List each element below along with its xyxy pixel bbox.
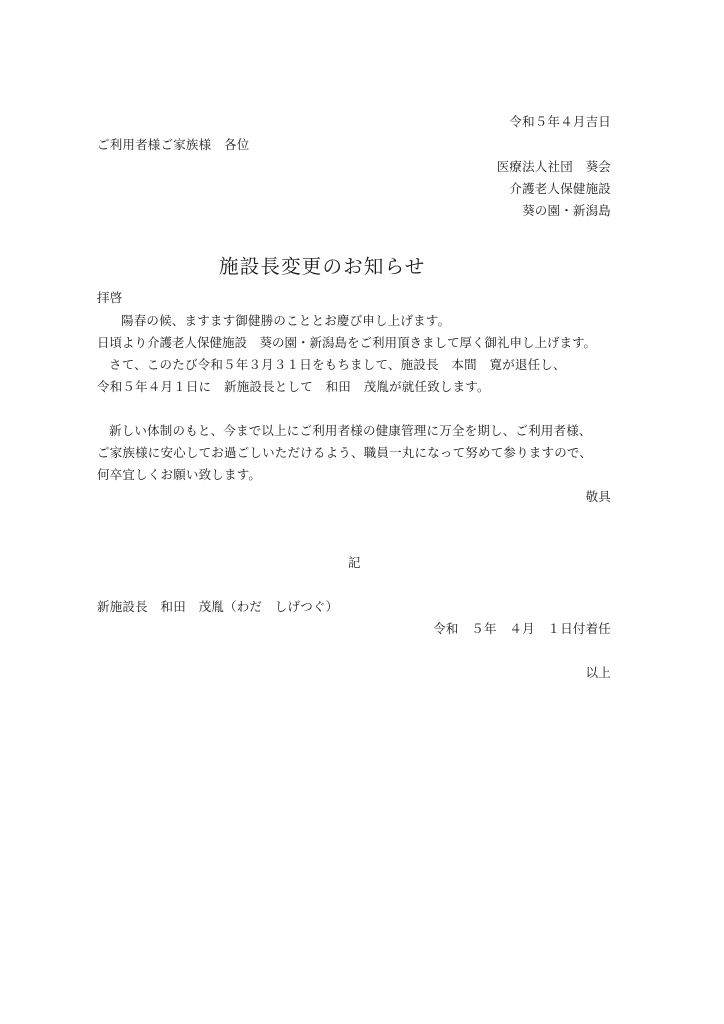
sender-facility-name: 葵の園・新潟島 xyxy=(522,203,611,218)
body-line-5: 新しい体制のもと、今まで以上にご利用者様の健康管理に万全を期し、ご利用者様、 xyxy=(109,423,592,438)
sender-corporation: 医療法人社団 葵会 xyxy=(496,159,611,174)
closing-ijou: 以上 xyxy=(585,665,611,680)
effective-date-line: 令和 ５年 ４月 １日付着任 xyxy=(433,621,611,636)
sender-facility-type: 介護老人保健施設 xyxy=(509,181,611,196)
body-line-1: 陽春の候、ますます御健勝のこととお慶び申し上げます。 xyxy=(121,313,451,328)
body-line-4: 令和５年４月１日に 新施設長として 和田 茂胤が就任致します。 xyxy=(97,379,490,394)
body-line-3: さて、このたび令和５年３月３１日をもちまして、施設長 本間 寛が退任し、 xyxy=(109,357,566,372)
salutation: 拝啓 xyxy=(97,290,123,305)
ki-heading: 記 xyxy=(348,555,361,570)
document-date: 令和５年４月吉日 xyxy=(509,114,611,129)
recipient-line: ご利用者様ご家族様 各位 xyxy=(97,137,250,152)
body-line-2: 日頃より介護老人保健施設 葵の園・新潟島をご利用頂きまして厚く御礼申し上げます。 xyxy=(97,335,597,350)
new-director-line: 新施設長 和田 茂胤（わだ しげつぐ） xyxy=(97,599,339,614)
document-title: 施設長変更のお知らせ xyxy=(219,255,426,278)
body-line-7: 何卒宜しくお願い致します。 xyxy=(97,467,262,482)
closing-keigu: 敬具 xyxy=(585,489,611,504)
body-line-6: ご家族様に安心してお過ごしいただけるよう、職員一丸になって努めて参りますので、 xyxy=(97,445,593,460)
